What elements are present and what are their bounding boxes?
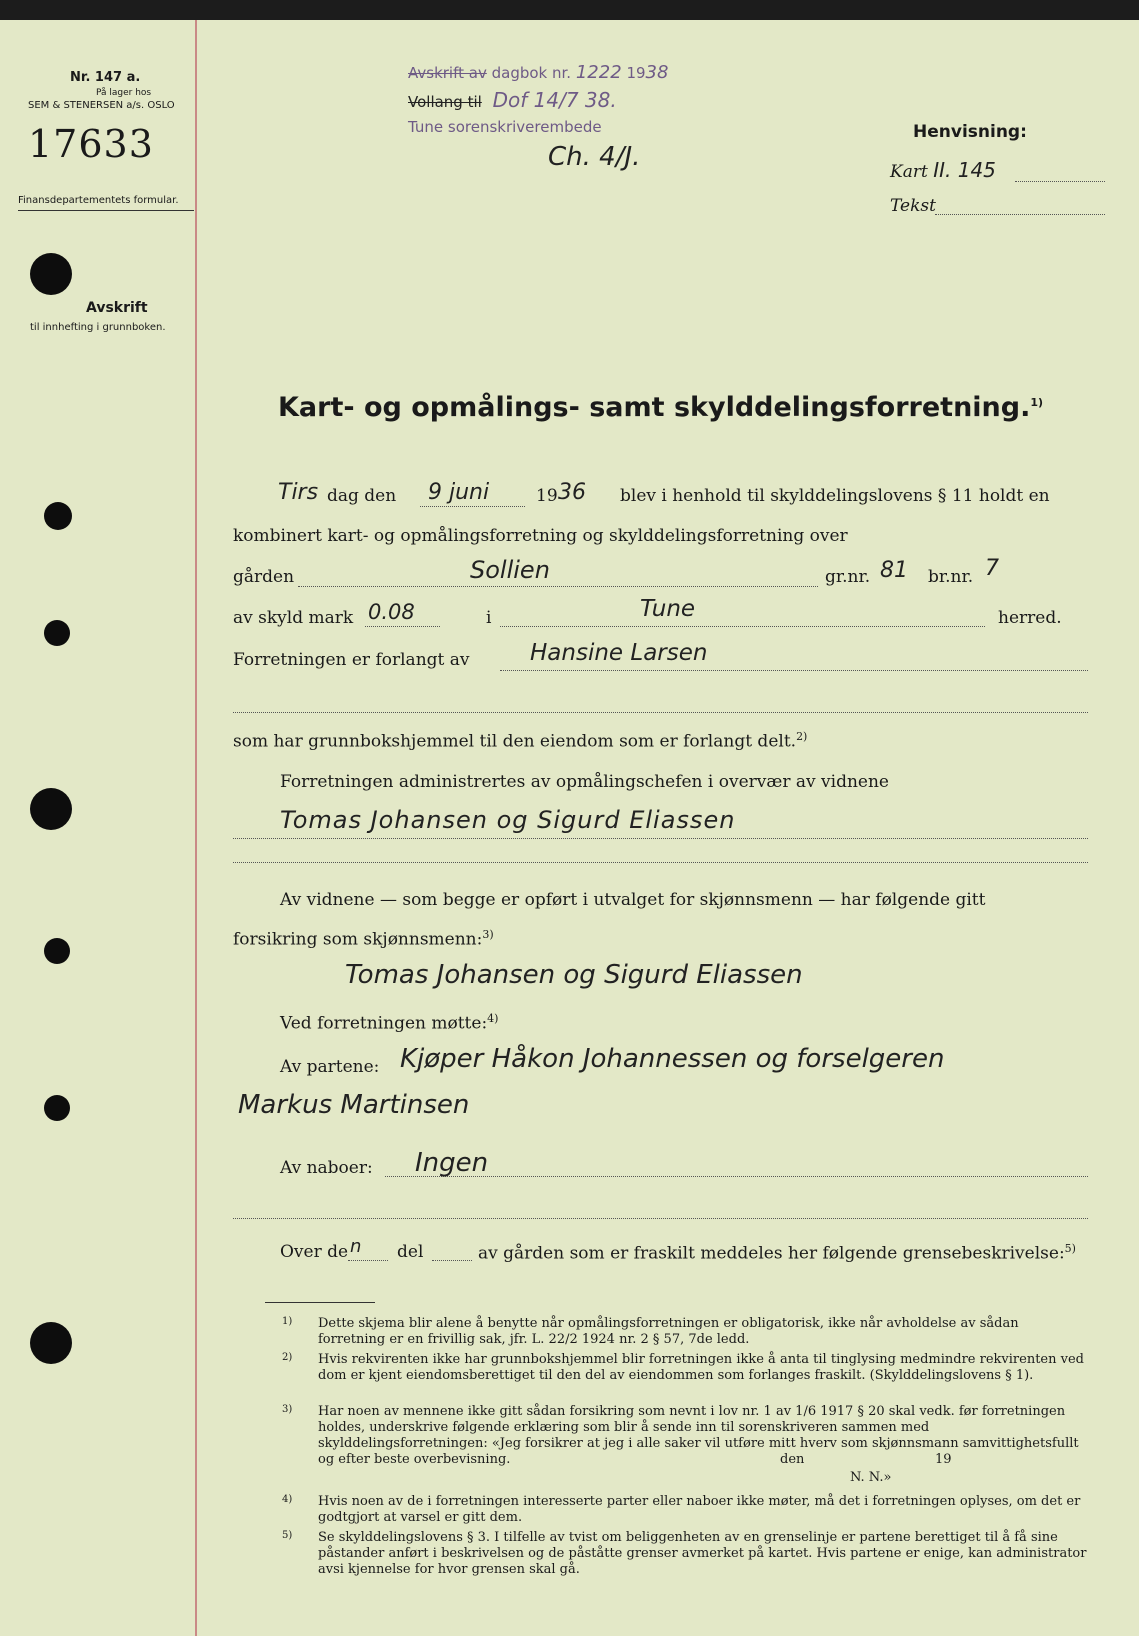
year-hand: 36 bbox=[558, 480, 586, 505]
footnote-number: 2) bbox=[282, 1352, 293, 1363]
grense-label: av gården som er fraskilt meddeles her følgende grensebeskrivelse: bbox=[478, 1243, 1065, 1264]
hjemmel-note: 2) bbox=[796, 730, 808, 743]
stamp-year-print: 19 bbox=[626, 64, 646, 82]
naboer-label: Av naboer: bbox=[280, 1158, 373, 1178]
grense-text bbox=[478, 1242, 1076, 1264]
stamp-struck-text: Avskrift av bbox=[408, 64, 487, 82]
naboer-hand: Ingen bbox=[415, 1148, 489, 1178]
avskrift-label: Avskrift bbox=[86, 300, 148, 316]
vidner-hand: Tomas Johansen og Sigurd Eliassen bbox=[280, 806, 736, 834]
del-label: del bbox=[397, 1242, 424, 1262]
footnote-text: Dette skjema blir alene å benytte når opmålingsforretningen er obligatorisk, ikke når avholdelse av sådan forretning er en frivillig sak, jfr. L. 22/2 1924 nr. 2 § 57, 7de ledd. bbox=[318, 1316, 1019, 1347]
forlangt-dots2 bbox=[233, 712, 1088, 713]
i-label: i bbox=[486, 608, 492, 628]
punch-hole bbox=[30, 253, 72, 295]
henvisning-label: Henvisning: bbox=[913, 122, 1027, 142]
kart-line bbox=[890, 158, 996, 182]
footnote-nn: N. N.» bbox=[850, 1470, 892, 1485]
garden-dots bbox=[298, 586, 818, 587]
hjemmel-label: som har grunnbokshjemmel til den eiendom som er forlangt delt. bbox=[233, 731, 797, 752]
line1-rest: blev i henhold til skylddelingslovens § 11 holdt en bbox=[620, 486, 1050, 506]
over-label: Over de bbox=[280, 1242, 349, 1262]
line2: kombinert kart- og opmålingsforretning og skylddelingsforretning over bbox=[233, 526, 848, 546]
herred-value: Tune bbox=[640, 596, 696, 622]
herred-dots bbox=[500, 626, 985, 627]
stamp-dagbok-number: 1222 bbox=[575, 62, 622, 83]
punch-hole bbox=[44, 502, 72, 530]
stamp-line2 bbox=[408, 88, 617, 112]
forsikring-label: forsikring som skjønnsmenn: bbox=[233, 929, 483, 950]
forsikring-hand: Tomas Johansen og Sigurd Eliassen bbox=[345, 960, 803, 990]
punch-hole bbox=[44, 1095, 70, 1121]
date-hand: 9 juni bbox=[428, 480, 490, 505]
forsikring-text bbox=[233, 928, 494, 950]
forlangt-dots bbox=[500, 670, 1088, 671]
tekst-dots bbox=[935, 214, 1105, 215]
footnote-number: 4) bbox=[282, 1494, 293, 1505]
stamp-struck-text2: Vollang til bbox=[408, 93, 482, 111]
forlangt-value: Hansine Larsen bbox=[530, 640, 708, 666]
vidner-dots2 bbox=[233, 862, 1088, 863]
skyld-label: av skyld mark bbox=[233, 608, 354, 628]
footnote-number: 1) bbox=[282, 1316, 293, 1327]
stamp-date-hand: Dof 14/7 38. bbox=[492, 88, 617, 112]
forlangt-label: Forretningen er forlangt av bbox=[233, 650, 470, 670]
punch-hole bbox=[44, 938, 70, 964]
day-hand: Tirs bbox=[278, 480, 319, 505]
stamp-year-hand: 38 bbox=[645, 62, 669, 83]
grnr-value: 81 bbox=[880, 558, 908, 583]
over-hand: n bbox=[350, 1236, 362, 1257]
tekst-label: Tekst bbox=[890, 196, 936, 216]
garden-label: gården bbox=[233, 567, 295, 587]
footnote-text: Hvis rekvirenten ikke har grunnbokshjemmel blir forretningen ikke å anta til tinglysing medmindre rekvirenten ved dom er kjent eiendomsberettiget til den del av eiendommen som forlanges fraskilt. (Skylddelingslovens § 1). bbox=[318, 1352, 1084, 1383]
footnote-text: Har noen av mennene ikke gitt sådan forsikring som nevnt i lov nr. 1 av 1/6 1917 § 20 skal vedk. før forretningen holdes, underskrive følgende erklæring som blir å sende inn til sorenskriveren sammen med skylddelingsforretningen: «Jeg forsikrer at jeg i alle saker vil utføre mitt hverv som skjønnsmann samvittighetsfullt og efter beste overbevisning. bbox=[318, 1404, 1079, 1467]
naboer-dots bbox=[385, 1176, 1088, 1177]
form-number: Nr. 147 a. bbox=[70, 70, 141, 85]
brnr-value: 7 bbox=[985, 556, 999, 581]
publisher-line1: På lager hos bbox=[96, 88, 152, 98]
forsikring-note: 3) bbox=[482, 928, 494, 941]
date-dots bbox=[420, 506, 525, 507]
partene-label: Av partene: bbox=[280, 1057, 380, 1077]
motte-text bbox=[280, 1012, 498, 1034]
margin-rule bbox=[195, 20, 197, 1636]
year-print: 19 bbox=[536, 486, 558, 506]
grnr-label: gr.nr. bbox=[825, 567, 871, 587]
grense-note: 5) bbox=[1064, 1242, 1076, 1255]
skyld-value: 0.08 bbox=[368, 600, 415, 624]
punch-hole bbox=[30, 788, 72, 830]
footnote-den: den bbox=[780, 1452, 805, 1467]
del-dots bbox=[432, 1260, 472, 1261]
stamp-line1 bbox=[408, 62, 668, 83]
partene-hand2: Markus Martinsen bbox=[238, 1090, 470, 1120]
kart-label: Kart bbox=[890, 162, 928, 182]
day-print: dag den bbox=[327, 486, 397, 506]
punch-hole bbox=[30, 1322, 72, 1364]
ministry-label: Finansdepartementets formular. bbox=[18, 195, 179, 206]
herred-label: herred. bbox=[998, 608, 1062, 628]
ministry-underline bbox=[18, 210, 194, 211]
footnote-number: 3) bbox=[282, 1404, 293, 1415]
motte-note: 4) bbox=[487, 1012, 499, 1025]
footnote-19: 19 bbox=[935, 1452, 952, 1467]
motte-label: Ved forretningen møtte: bbox=[280, 1013, 488, 1034]
garden-value: Sollien bbox=[470, 556, 550, 584]
kart-value: II. 145 bbox=[933, 158, 996, 182]
footnote-number: 5) bbox=[282, 1530, 293, 1541]
stamp-initials: Ch. 4/J. bbox=[548, 142, 641, 172]
kart-dots bbox=[1015, 181, 1105, 182]
brnr-label: br.nr. bbox=[928, 567, 974, 587]
stamp-dagbok-label: dagbok nr. bbox=[491, 64, 572, 82]
punch-hole bbox=[44, 620, 70, 646]
scan-top-edge bbox=[0, 0, 1139, 20]
footnote-text: Se skylddelingslovens § 3. I tilfelle av tvist om beliggenheten av en grenselinje er partene berettiget til å få sine påstander anført i beskrivelsen og de påståtte grenser avmerket på kartet. Hvis partene er enige, kan administrator avsi kjennelse for hvor grensen skal gå. bbox=[318, 1530, 1087, 1577]
title-footnote-marker: 1) bbox=[1030, 396, 1044, 409]
stamp-office: Tune sorenskriverembede bbox=[408, 118, 602, 136]
footnote-text: Hvis noen av de i forretningen interesserte parter eller naboer ikke møter, må det i forretningen oplyses, om det er godtgjort at varsel er gitt dem. bbox=[318, 1494, 1081, 1525]
over-dots bbox=[348, 1260, 388, 1261]
form-serial: 17633 bbox=[28, 122, 154, 166]
hjemmel-text bbox=[233, 730, 807, 752]
footnote-separator bbox=[265, 1302, 375, 1303]
naboer-dots2 bbox=[233, 1218, 1088, 1219]
av-vidnene-text: Av vidnene — som begge er opført i utvalget for skjønnsmenn — har følgende gitt bbox=[280, 890, 986, 910]
form-title bbox=[278, 392, 1043, 423]
skyld-dots bbox=[365, 626, 440, 627]
partene-hand1: Kjøper Håkon Johannessen og forselgeren bbox=[400, 1044, 945, 1074]
vidner-dots bbox=[233, 838, 1088, 839]
publisher-line2: SEM & STENERSEN a/s. OSLO bbox=[28, 100, 175, 111]
avskrift-sub: til innhefting i grunnboken. bbox=[30, 322, 166, 333]
form-title-text: Kart- og opmålings- samt skylddelingsforretning. bbox=[278, 392, 1031, 423]
admin-text: Forretningen administrertes av opmålingschefen i overvær av vidnene bbox=[280, 772, 889, 792]
